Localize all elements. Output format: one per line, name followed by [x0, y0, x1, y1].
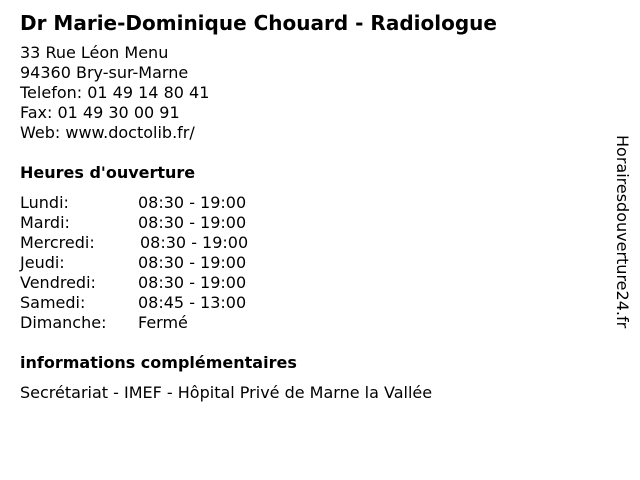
- time-range: 08:30 - 19:00: [138, 253, 247, 272]
- hours-row-sunday: [20, 313, 320, 333]
- city-postcode: 94360 Bry-sur-Marne: [20, 63, 189, 82]
- opening-hours-table: [20, 193, 320, 333]
- day-label: Mardi:: [20, 213, 70, 232]
- site-watermark: Horairesdouverture24.fr: [613, 135, 632, 329]
- hours-row-tuesday: [20, 213, 320, 233]
- info-heading: informations complémentaires: [20, 353, 297, 372]
- fax-number: Fax: 01 49 30 00 91: [20, 103, 180, 122]
- hours-row-thursday: [20, 253, 320, 273]
- day-label: Mercredi:: [20, 233, 95, 252]
- time-range: 08:30 - 19:00: [138, 193, 247, 212]
- page-title: Dr Marie-Dominique Chouard - Radiologue: [20, 11, 497, 35]
- info-text: Secrétariat - IMEF - Hôpital Privé de Marne la Vallée: [20, 383, 433, 402]
- website: Web: www.doctolib.fr/: [20, 123, 195, 142]
- day-label: Dimanche:: [20, 313, 107, 332]
- phone-number: Telefon: 01 49 14 80 41: [20, 83, 210, 102]
- time-range: 08:45 - 13:00: [138, 293, 247, 312]
- day-label: Lundi:: [20, 193, 69, 212]
- time-range: 08:30 - 19:00: [138, 273, 247, 292]
- time-range: 08:30 - 19:00: [140, 233, 249, 252]
- hours-row-monday: [20, 193, 320, 213]
- address-block: [20, 43, 209, 143]
- time-range: Fermé: [138, 313, 188, 332]
- hours-row-saturday: [20, 293, 320, 313]
- time-range: 08:30 - 19:00: [138, 213, 247, 232]
- hours-row-wednesday: [20, 233, 320, 253]
- day-label: Jeudi:: [20, 253, 65, 272]
- hours-row-friday: [20, 273, 320, 293]
- day-label: Vendredi:: [20, 273, 96, 292]
- street-address: 33 Rue Léon Menu: [20, 43, 169, 62]
- day-label: Samedi:: [20, 293, 86, 312]
- hours-heading: Heures d'ouverture: [20, 163, 196, 182]
